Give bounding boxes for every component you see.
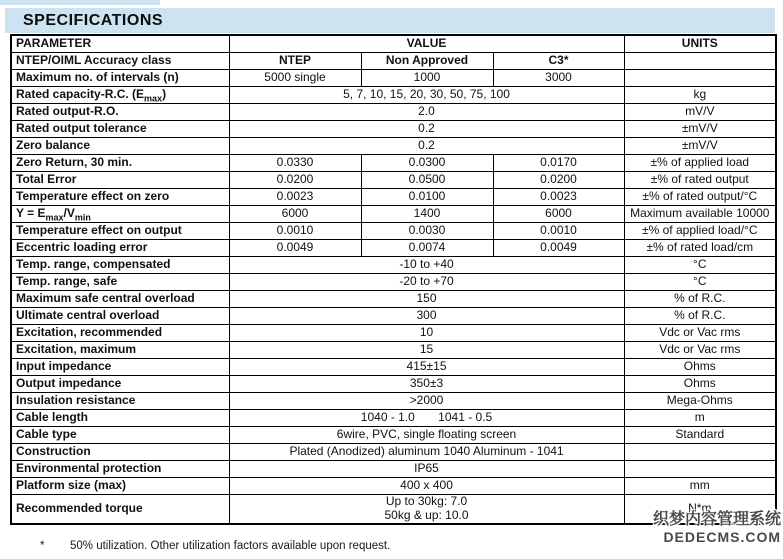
- value-cell: 0.0010: [493, 223, 624, 240]
- value-cell: 6000: [493, 206, 624, 223]
- units-cell: mm: [624, 478, 776, 495]
- col-header-value: VALUE: [229, 35, 624, 53]
- value-cell: 0.0100: [361, 189, 493, 206]
- parameter-cell: Output impedance: [11, 376, 229, 393]
- table-row: [11, 240, 776, 257]
- units-cell: kg: [624, 87, 776, 104]
- value-cell: 0.0200: [229, 172, 361, 189]
- value-cell: 5, 7, 10, 15, 20, 30, 50, 75, 100: [229, 87, 624, 104]
- footnote-marker: *: [40, 540, 45, 552]
- watermark: [653, 511, 781, 545]
- units-cell: Mega-Ohms: [624, 393, 776, 410]
- table-row: [11, 444, 776, 461]
- table-row: [11, 376, 776, 393]
- table-row: [11, 104, 776, 121]
- table-row: [11, 35, 776, 53]
- value-cell: 6wire, PVC, single floating screen: [229, 427, 624, 444]
- value-cell: 415±15: [229, 359, 624, 376]
- spec-table: [10, 34, 777, 525]
- value-cell: 0.0023: [229, 189, 361, 206]
- parameter-cell: Rated output tolerance: [11, 121, 229, 138]
- value-cell: -10 to +40: [229, 257, 624, 274]
- value-cell: 1000: [361, 70, 493, 87]
- units-cell: N*m: [624, 495, 776, 524]
- units-cell: °C: [624, 257, 776, 274]
- col-header-units: UNITS: [624, 35, 776, 53]
- col-header-parameter: PARAMETER: [11, 35, 229, 53]
- value-cell: 0.0170: [493, 155, 624, 172]
- parameter-cell: Recommended torque: [11, 495, 229, 524]
- top-edge-strip: [0, 0, 160, 5]
- units-cell: mV/V: [624, 104, 776, 121]
- units-cell: Ohms: [624, 359, 776, 376]
- table-row: [11, 325, 776, 342]
- value-cell: 150: [229, 291, 624, 308]
- value-cell: IP65: [229, 461, 624, 478]
- value-cell: 0.2: [229, 121, 624, 138]
- parameter-cell: $Y = E_{max}/V_{min}$: [11, 206, 229, 223]
- parameter-cell: Temperature effect on output: [11, 223, 229, 240]
- value-cell: 15: [229, 342, 624, 359]
- spec-table-body: [11, 35, 776, 524]
- table-row: [11, 53, 776, 70]
- value-cell: 300: [229, 308, 624, 325]
- value-cell: Non Approved: [361, 53, 493, 70]
- table-row: [11, 410, 776, 427]
- parameter-cell: Excitation, recommended: [11, 325, 229, 342]
- units-cell: ±% of rated output/°C: [624, 189, 776, 206]
- watermark-line2: DEDECMS.COM: [663, 529, 781, 546]
- value-cell: 0.0200: [493, 172, 624, 189]
- value-cell: C3*: [493, 53, 624, 70]
- units-cell: [624, 70, 776, 87]
- units-cell: % of R.C.: [624, 291, 776, 308]
- parameter-cell: Temperature effect on zero: [11, 189, 229, 206]
- value-cell: 0.0049: [493, 240, 624, 257]
- value-cell: 6000: [229, 206, 361, 223]
- value-cell: 3000: [493, 70, 624, 87]
- value-cell: 400 x 400: [229, 478, 624, 495]
- units-cell: ±% of rated output: [624, 172, 776, 189]
- table-row: [11, 172, 776, 189]
- value-cell: 2.0: [229, 104, 624, 121]
- parameter-cell: Eccentric loading error: [11, 240, 229, 257]
- parameter-cell: Rated output-R.O.: [11, 104, 229, 121]
- watermark-line1: 织梦内容管理系统: [652, 511, 781, 528]
- table-row: [11, 308, 776, 325]
- table-row: [11, 359, 776, 376]
- parameter-cell: Insulation resistance: [11, 393, 229, 410]
- parameter-cell: Cable length: [11, 410, 229, 427]
- value-cell: 0.0030: [361, 223, 493, 240]
- footnote: [40, 540, 390, 552]
- value-cell: -20 to +70: [229, 274, 624, 291]
- units-cell: ±% of applied load/°C: [624, 223, 776, 240]
- table-row: [11, 223, 776, 240]
- value-cell: 0.2: [229, 138, 624, 155]
- table-row: [11, 206, 776, 223]
- parameter-cell: Excitation, maximum: [11, 342, 229, 359]
- units-cell: m: [624, 410, 776, 427]
- parameter-cell: Maximum no. of intervals (n): [11, 70, 229, 87]
- value-cell: 0.0049: [229, 240, 361, 257]
- value-cell: 0.0500: [361, 172, 493, 189]
- units-cell: ±mV/V: [624, 121, 776, 138]
- units-cell: [624, 53, 776, 70]
- parameter-cell: Cable type: [11, 427, 229, 444]
- parameter-cell: NTEP/OIML Accuracy class: [11, 53, 229, 70]
- value-cell: 10: [229, 325, 624, 342]
- value-cell: 0.0300: [361, 155, 493, 172]
- units-cell: Maximum available 10000: [624, 206, 776, 223]
- value-cell: >2000: [229, 393, 624, 410]
- table-row: [11, 87, 776, 104]
- value-cell: 0.0330: [229, 155, 361, 172]
- units-cell: ±% of rated load/cm: [624, 240, 776, 257]
- parameter-cell: Ultimate central overload: [11, 308, 229, 325]
- value-cell: 0.0074: [361, 240, 493, 257]
- parameter-cell: Zero Return, 30 min.: [11, 155, 229, 172]
- parameter-cell: Temp. range, safe: [11, 274, 229, 291]
- units-cell: Ohms: [624, 376, 776, 393]
- value-cell: 0.0023: [493, 189, 624, 206]
- table-row: [11, 70, 776, 87]
- footnote-text: 50% utilization. Other utilization factors available upon request.: [70, 540, 391, 552]
- page-title: SPECIFICATIONS: [23, 11, 164, 29]
- value-cell: 0.0010: [229, 223, 361, 240]
- table-row: [11, 478, 776, 495]
- value-cell: 5000 single: [229, 70, 361, 87]
- table-row: [11, 461, 776, 478]
- units-cell: Vdc or Vac rms: [624, 325, 776, 342]
- value-cell: 1400: [361, 206, 493, 223]
- table-row: [11, 121, 776, 138]
- units-cell: [624, 461, 776, 478]
- units-cell: [624, 444, 776, 461]
- parameter-cell: Platform size (max): [11, 478, 229, 495]
- table-row: [11, 257, 776, 274]
- title-bar: [5, 8, 775, 33]
- parameter-cell: Temp. range, compensated: [11, 257, 229, 274]
- units-cell: °C: [624, 274, 776, 291]
- table-row: [11, 393, 776, 410]
- parameter-cell: Maximum safe central overload: [11, 291, 229, 308]
- table-row: [11, 138, 776, 155]
- value-cell: NTEP: [229, 53, 361, 70]
- units-cell: Standard: [624, 427, 776, 444]
- value-cell: Up to 30kg: 7.0 50kg & up: 10.0: [229, 495, 624, 524]
- parameter-cell: Input impedance: [11, 359, 229, 376]
- units-cell: ±% of applied load: [624, 155, 776, 172]
- table-row: [11, 155, 776, 172]
- value-cell: Plated (Anodized) aluminum 1040 Aluminum - 1041: [229, 444, 624, 461]
- units-cell: % of R.C.: [624, 308, 776, 325]
- parameter-cell: Total Error: [11, 172, 229, 189]
- table-row: [11, 291, 776, 308]
- value-cell: 350±3: [229, 376, 624, 393]
- parameter-cell: Environmental protection: [11, 461, 229, 478]
- parameter-cell: Rated capacity-R.C. $(E_{max})$: [11, 87, 229, 104]
- table-row: [11, 189, 776, 206]
- units-cell: Vdc or Vac rms: [624, 342, 776, 359]
- value-cell: 1040 - 1.0 1041 - 0.5: [229, 410, 624, 427]
- table-row: [11, 274, 776, 291]
- parameter-cell: Zero balance: [11, 138, 229, 155]
- table-row: [11, 427, 776, 444]
- units-cell: ±mV/V: [624, 138, 776, 155]
- table-row: [11, 342, 776, 359]
- parameter-cell: Construction: [11, 444, 229, 461]
